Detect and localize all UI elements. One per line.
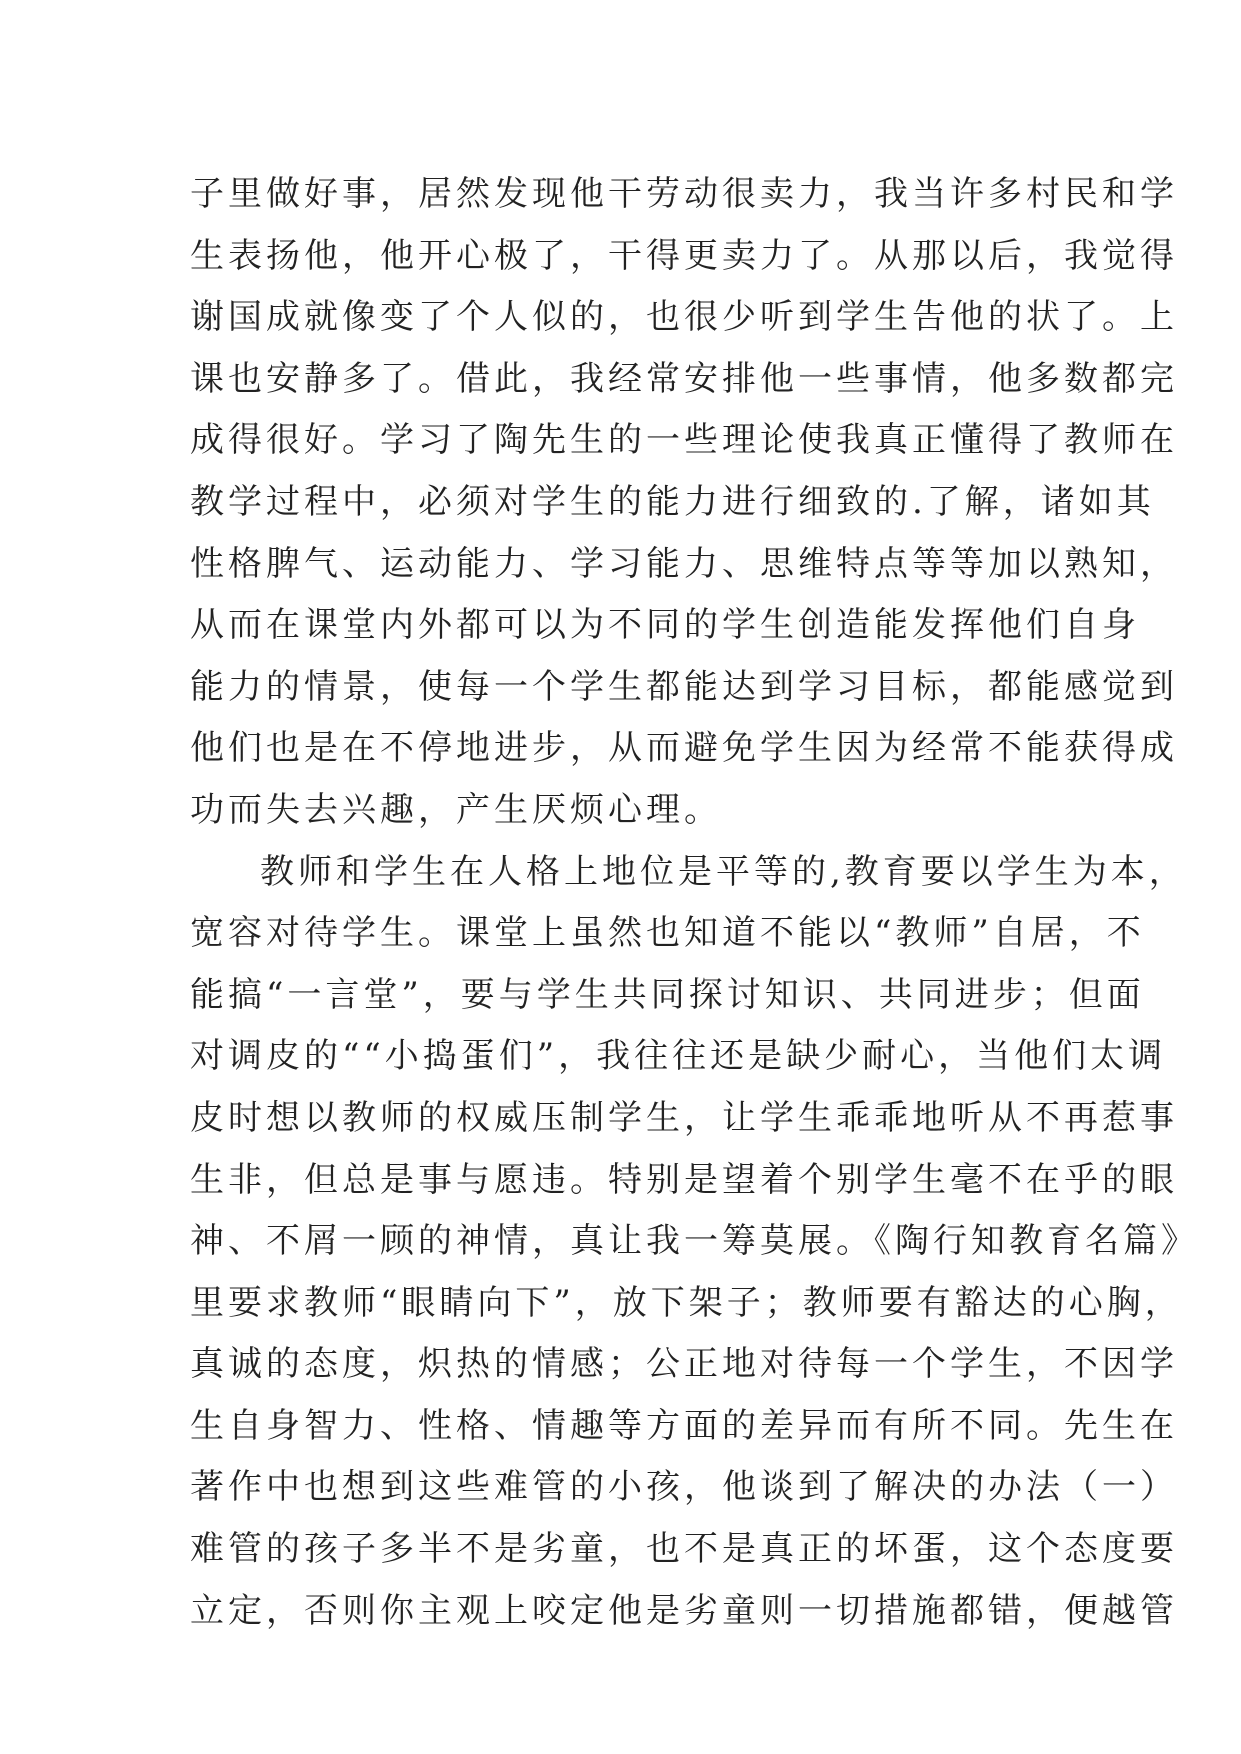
text-line: 著作中也想到这些难管的小孩，他谈到了解决的办法（一）: [190, 1467, 1178, 1508]
text-line: 教师和学生在人格上地位是平等的,教育要以学生为本，: [260, 851, 1187, 892]
text-line: 生表扬他，他开心极了，干得更卖力了。从那以后，我觉得: [190, 235, 1178, 276]
text-line: 他们也是在不停地进步，从而避免学生因为经常不能获得成: [190, 728, 1178, 769]
text-line: 能力的情景，使每一个学生都能达到学习目标，都能感觉到: [190, 666, 1178, 707]
text-line: 功而失去兴趣，产生厌烦心理。: [190, 789, 722, 830]
text-line: 里要求教师“眼睛向下”，放下架子；教师要有豁达的心胸，: [190, 1282, 1183, 1323]
text-line: 立定，否则你主观上咬定他是劣童则一切措施都错，便越管: [190, 1590, 1178, 1631]
text-line: 神、不屑一顾的神情，真让我一筹莫展。《陶行知教育名篇》: [190, 1221, 1199, 1262]
text-line: 皮时想以教师的权威压制学生，让学生乖乖地听从不再惹事: [190, 1097, 1178, 1138]
document-body: [190, 164, 1199, 1642]
text-line: 课也安静多了。借此，我经常安排他一些事情，他多数都完: [190, 358, 1178, 399]
text-line: 生非，但总是事与愿违。特别是望着个别学生毫不在乎的眼: [190, 1159, 1178, 1200]
text-line: 从而在课堂内外都可以为不同的学生创造能发挥他们自身: [190, 605, 1140, 646]
text-line: 能搞“一言堂”，要与学生共同探讨知识、共同进步；但面: [190, 974, 1145, 1015]
text-line: 性格脾气、运动能力、学习能力、思维特点等等加以熟知，: [190, 543, 1178, 584]
text-line: 教学过程中，必须对学生的能力进行细致的.了解，诸如其: [190, 481, 1155, 522]
text-line: 成得很好。学习了陶先生的一些理论使我真正懂得了教师在: [190, 420, 1178, 461]
paragraph-2: [190, 842, 1199, 1643]
text-line: 宽容对待学生。课堂上虽然也知道不能以“教师”自居，不: [190, 913, 1145, 954]
text-line: 真诚的态度，炽热的情感；公正地对待每一个学生，不因学: [190, 1344, 1178, 1385]
paragraph-1: [190, 164, 1178, 842]
text-line: 谢国成就像变了个人似的，也很少听到学生告他的状了。上: [190, 297, 1178, 338]
text-line: 子里做好事，居然发现他干劳动很卖力，我当许多村民和学: [190, 174, 1178, 214]
text-line: 生自身智力、性格、情趣等方面的差异而有所不同。先生在: [190, 1405, 1178, 1446]
text-line: 对调皮的““小捣蛋们”，我往往还是缺少耐心，当他们太调: [190, 1036, 1167, 1077]
text-line: 难管的孩子多半不是劣童，也不是真正的坏蛋，这个态度要: [190, 1529, 1178, 1570]
